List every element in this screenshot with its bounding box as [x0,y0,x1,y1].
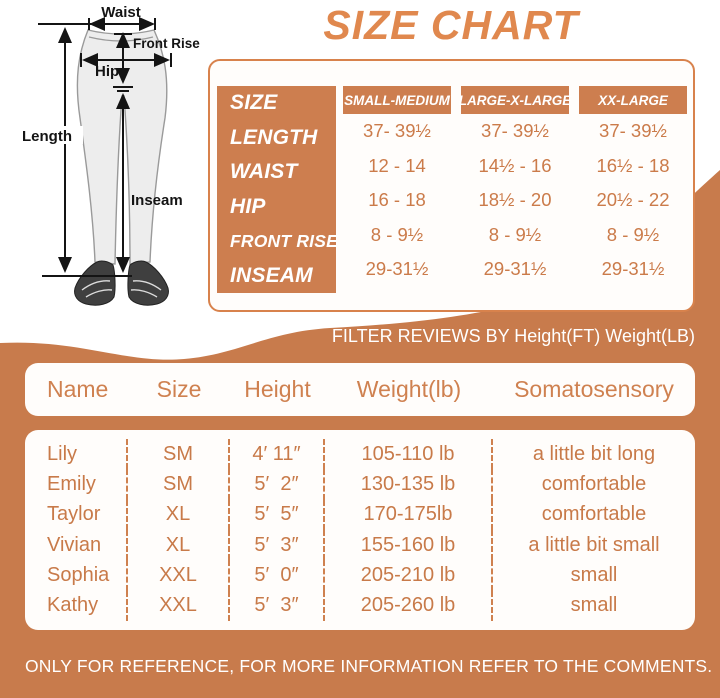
row-label-hip: HIP [230,194,266,218]
table-cell: small [570,563,618,586]
reviews-table-body [25,430,695,630]
length-label: Length [22,128,72,145]
table-row [25,591,695,621]
table-cell: Taylor [25,500,128,530]
table-cell: small [570,594,618,617]
table-cell: a little bit small [528,533,660,556]
row-label-inseam: INSEAM [230,263,313,287]
table-cell: 16½ - 18 [596,154,670,176]
table-cell: comfortable [541,472,647,495]
size-chart-label-column [217,86,336,293]
table-cell: 20½ - 22 [596,189,670,211]
row-label-front-rise: FRONT RISE [230,230,338,251]
size-chart-values [343,114,687,287]
reference-disclaimer: ONLY FOR REFERENCE, FOR MORE INFORMATION REFER TO THE COMMENTS. [25,656,713,676]
leggings-outline-icon [75,30,169,305]
table-cell: 29-31½ [483,258,547,280]
table-row [25,560,695,590]
column-header-small-medium: SMALL-MEDIUM [343,86,451,114]
row-label-length: LENGTH [230,125,318,149]
table-cell: 37- 39½ [481,120,549,142]
table-cell: 5′ 2″ [230,469,325,499]
table-cell: Emily [25,469,128,499]
table-cell: 5′ 3″ [230,530,325,560]
sneakers-icon [75,261,169,305]
table-cell: XL [128,500,230,530]
table-cell: 16 - 18 [368,189,426,211]
table-cell: SM [128,439,230,469]
table-cell: XXL [128,591,230,621]
table-cell: 12 - 14 [368,154,426,176]
table-cell: SM [128,469,230,499]
table-cell: XL [128,530,230,560]
table-cell: 205-260 lb [325,591,493,621]
column-header-weight: Weight(lb) [356,376,462,402]
column-header-name: Name [47,376,109,402]
table-cell: 14½ - 16 [478,154,552,176]
table-cell: 29-31½ [601,258,665,280]
table-cell: 4′ 11″ [230,439,325,469]
table-cell: 8 - 9½ [606,223,660,245]
column-header-large-x-large: LARGE-X-LARGE [461,86,569,114]
table-cell: 205-210 lb [325,560,493,590]
reviews-table-header [25,363,695,416]
column-header-height: Height [244,376,311,402]
column-header-somatosensory: Somatosensory [514,376,674,402]
table-cell: Lily [25,439,128,469]
column-header-xx-large: XX-LARGE [579,86,687,114]
table-row [25,530,695,560]
row-label-waist: WAIST [230,160,298,184]
size-chart-card [208,59,695,312]
table-cell: Vivian [25,530,128,560]
hip-label: Hip [95,63,120,80]
table-cell: 5′ 0″ [230,560,325,590]
table-cell: a little bit long [532,442,656,465]
table-cell: Sophia [25,560,128,590]
inseam-label: Inseam [131,192,183,209]
table-row [25,439,695,469]
leggings-measurement-diagram-icon [2,0,207,318]
table-cell: 37- 39½ [363,120,431,142]
table-cell: XXL [128,560,230,590]
table-cell: 170-175lb [325,500,493,530]
table-cell: 105-110 lb [325,439,493,469]
table-cell: 5′ 3″ [230,591,325,621]
column-header-size: Size [156,376,202,402]
table-cell: 5′ 5″ [230,500,325,530]
table-cell: 8 - 9½ [488,223,542,245]
filter-reviews-banner: FILTER REVIEWS BY Height(FT) Weight(LB) [331,326,695,346]
size-corner-label: SIZE [230,91,278,115]
table-cell: comfortable [541,503,647,526]
table-cell: 37- 39½ [599,120,667,142]
table-cell: 8 - 9½ [370,223,424,245]
page-title: SIZE CHART [323,2,579,48]
waist-label: Waist [101,4,141,21]
table-row [25,500,695,530]
table-cell: 155-160 lb [325,530,493,560]
table-cell: Kathy [25,591,128,621]
table-cell: 130-135 lb [325,469,493,499]
table-row [25,469,695,499]
front-rise-label: Front Rise [133,36,200,51]
table-cell: 29-31½ [365,258,429,280]
size-column-headers [343,86,687,114]
table-cell: 18½ - 20 [478,189,552,211]
